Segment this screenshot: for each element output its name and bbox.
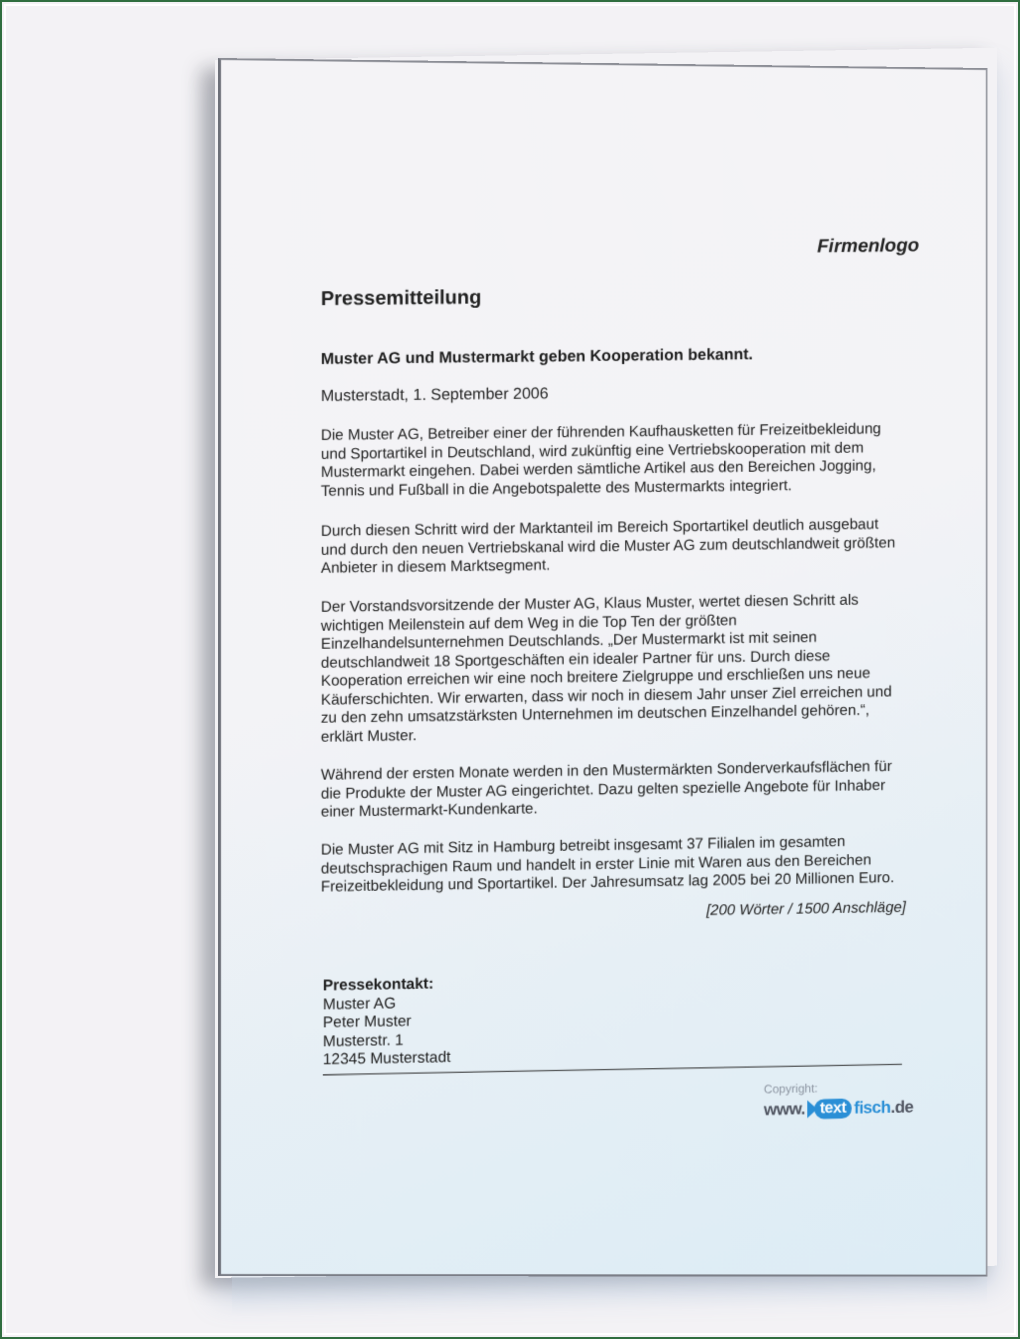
press-headline: Muster AG und Mustermarkt geben Kooperation bekannt. xyxy=(320,346,753,369)
contact-name: Peter Muster xyxy=(322,1012,412,1032)
paragraph-3: Der Vorstandsvorsitzende der Muster AG, Klaus Muster, wertet diesen Schritt als wichtigen Meilenstein auf dem Weg in die Top Ten der größten Einzelhandelsunternehmen Deutschlands. „Der Mustermarkt ist mit seinen deutschlandweit 18 Sportgeschäften ein idealer Partner für uns. Durch diese Kooperation erreichen wir eine noch breitere Zielgruppe und erschließen uns neue Käuferschichten. Wir erwarten, dass wir noch in diesem Jahr unser Ziel erreichen und zu den zehn umsatzstärksten Unternehmen im deutschen Einzelhandel gehören.“, erklärt Muster. xyxy=(320,591,892,746)
paragraph-1: Die Muster AG, Betreiber einer der führenden Kaufhausketten für Freizeitbekleidung und Sportartikel in Deutschland, wird zukünftig eine Vertriebskooperation mit dem Mustermarkt eingehen. Dabei werden sämtliche Artikel aus den Bereichen Jogging, Tennis und Fußball in die Angebotspalette des Mustermarkts integriert. xyxy=(320,420,882,500)
brand-prefix: www. xyxy=(763,1099,806,1119)
contact-city: 12345 Musterstadt xyxy=(322,1048,451,1069)
fish-icon xyxy=(807,1098,852,1119)
company-logo-placeholder: Firmenlogo xyxy=(817,235,920,258)
brand-suffix: .de xyxy=(890,1097,914,1117)
word-count-note: [200 Wörter / 1500 Anschläge] xyxy=(706,898,906,920)
dateline: Musterstadt, 1. September 2006 xyxy=(320,385,549,405)
textfisch-logo xyxy=(764,1095,914,1122)
contact-street: Musterstr. 1 xyxy=(322,1031,404,1050)
paragraph-4: Während der ersten Monate werden in den Mustermärkten Sonderverkaufsflächen für die Produkte der Muster AG eingerichtet. Dazu gelten spezielle Angebote für Inhaber einer Mustermarkt-Kundenkarte. xyxy=(320,758,892,821)
brand-word: fisch xyxy=(853,1097,891,1118)
document-title: Pressemitteilung xyxy=(320,286,482,311)
document-page xyxy=(218,58,988,1277)
copyright-label: Copyright: xyxy=(763,1081,818,1097)
press-contact-label: Pressekontakt: xyxy=(322,975,434,995)
brand-fish-text: text xyxy=(814,1098,852,1119)
press-contact-block xyxy=(323,975,451,1070)
paragraph-2: Durch diesen Schritt wird der Marktanteil im Bereich Sportartikel deutlich ausgebaut und durch den neuen Vertriebskanal wird die Muster AG zum deutschlandweit größten Anbieter in diesem Marktsegment. xyxy=(320,515,896,577)
paragraph-5: Die Muster AG mit Sitz in Hamburg betreibt insgesamt 37 Filialen im gesamten deutschsprachigen Raum und handelt in erster Linie mit Waren aus den Bereichen Freizeitbekleidung und Sportartikel. Der Jahresumsatz lag 2005 bei 20 Millionen Euro. xyxy=(320,833,895,896)
contact-company: Muster AG xyxy=(322,994,396,1013)
